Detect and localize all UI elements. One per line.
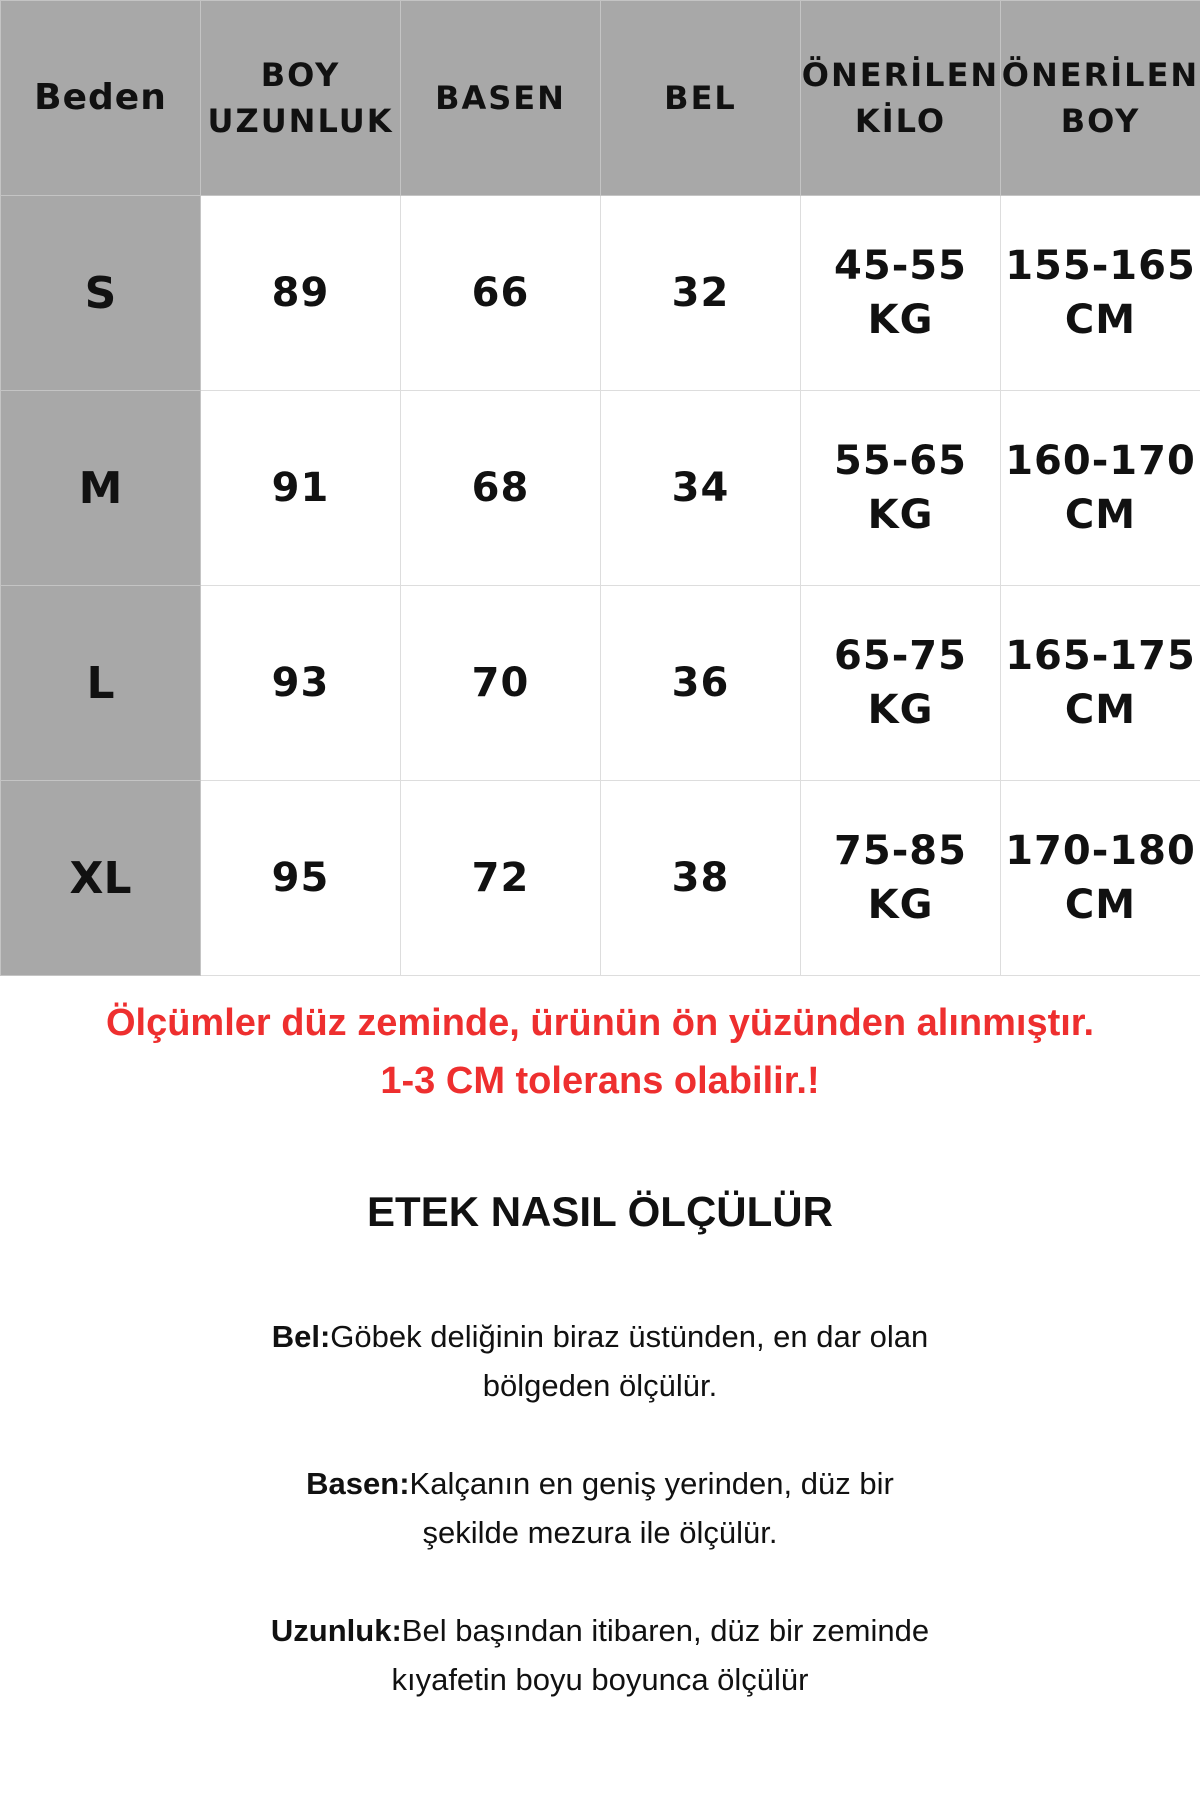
- boy-range: 155-165: [1005, 243, 1196, 289]
- how-to-measure-title: ETEK NASIL ÖLÇÜLÜR: [367, 1188, 833, 1235]
- onerilen-kilo-value: [801, 586, 1001, 781]
- kilo-unit: KG: [867, 492, 934, 538]
- table-row: [1, 196, 1200, 391]
- header-basen: [401, 1, 601, 196]
- kilo-unit: KG: [867, 297, 934, 343]
- basen-separator: :: [399, 1466, 410, 1501]
- tolerance-notice: 1-3 CM tolerans olabilir.!: [380, 1060, 820, 1102]
- bel-term: Bel: [271, 1319, 320, 1354]
- boy-range: 160-170: [1005, 438, 1196, 484]
- onerilen-boy-value: [1001, 196, 1200, 391]
- bel-text-line1: Göbek deliğinin biraz üstünden, en dar olan: [330, 1319, 929, 1354]
- bel-value: 36: [601, 586, 801, 781]
- kilo-range: 45-55: [834, 243, 967, 289]
- kilo-unit: KG: [867, 882, 934, 928]
- uzunluk-text-line1: Bel başından itibaren, düz bir zeminde: [401, 1613, 930, 1648]
- basen-text-line2: şekilde mezura ile ölçülür.: [422, 1515, 778, 1550]
- basen-value: 68: [401, 391, 601, 586]
- table-row: [1, 391, 1200, 586]
- basen-description: [0, 1459, 1200, 1557]
- header-line: ÖNERİLEN: [801, 56, 1000, 94]
- header-line: BOY: [1060, 102, 1141, 140]
- kilo-range: 55-65: [834, 438, 967, 484]
- header-boy-uzunluk: [201, 1, 401, 196]
- onerilen-boy-value: [1001, 586, 1200, 781]
- uzunluk-text-line2: kıyafetin boyu boyunca ölçülür: [391, 1662, 809, 1697]
- boy-range: 165-175: [1005, 633, 1196, 679]
- header-line: UZUNLUK: [207, 102, 394, 140]
- kilo-range: 65-75: [834, 633, 967, 679]
- bel-value: 34: [601, 391, 801, 586]
- size-label: S: [1, 196, 201, 391]
- header-line: BEL: [664, 79, 737, 117]
- onerilen-kilo-value: [801, 196, 1001, 391]
- boy-unit: CM: [1064, 297, 1137, 343]
- uzunluk-line1: [0, 1606, 1200, 1655]
- measurement-notice-line1: Ölçümler düz zeminde, ürünün ön yüzünden alınmıştır.: [105, 1002, 1095, 1044]
- onerilen-boy-value: [1001, 391, 1200, 586]
- basen-term: Basen: [306, 1466, 400, 1501]
- onerilen-kilo-value: [801, 781, 1001, 976]
- size-label: M: [1, 391, 201, 586]
- bel-text-line2: bölgeden ölçülür.: [482, 1368, 718, 1403]
- basen-text-line1: Kalçanın en geniş yerinden, düz bir: [409, 1466, 894, 1501]
- bel-value: 38: [601, 781, 801, 976]
- uzunluk-separator: :: [391, 1613, 402, 1648]
- table-row: [1, 781, 1200, 976]
- bel-description: [0, 1312, 1200, 1410]
- header-line: BOY: [260, 56, 341, 94]
- onerilen-kilo-value: [801, 391, 1001, 586]
- header-line: KİLO: [854, 102, 947, 140]
- table-body: [1, 196, 1200, 976]
- kilo-range: 75-85: [834, 828, 967, 874]
- header-line: ÖNERİLEN: [1001, 56, 1200, 94]
- basen-line1: [0, 1459, 1200, 1508]
- header-bel: [601, 1, 801, 196]
- bel-value: 32: [601, 196, 801, 391]
- boy-uzunluk-value: 89: [201, 196, 401, 391]
- header-line: BASEN: [435, 79, 566, 117]
- header-row: [1, 1, 1200, 196]
- bel-line1: [0, 1312, 1200, 1361]
- basen-value: 72: [401, 781, 601, 976]
- header-onerilen-boy: [1001, 1, 1200, 196]
- header-beden: [1, 1, 201, 196]
- uzunluk-term: Uzunluk: [270, 1613, 392, 1648]
- boy-uzunluk-value: 91: [201, 391, 401, 586]
- table-row: [1, 586, 1200, 781]
- header-line: Beden: [34, 77, 167, 118]
- onerilen-boy-value: [1001, 781, 1200, 976]
- basen-value: 66: [401, 196, 601, 391]
- kilo-unit: KG: [867, 687, 934, 733]
- basen-value: 70: [401, 586, 601, 781]
- size-label: L: [1, 586, 201, 781]
- table-header: [1, 1, 1200, 196]
- boy-range: 170-180: [1005, 828, 1196, 874]
- boy-uzunluk-value: 93: [201, 586, 401, 781]
- boy-unit: CM: [1064, 882, 1137, 928]
- uzunluk-description: [0, 1606, 1200, 1704]
- header-onerilen-kilo: [801, 1, 1001, 196]
- boy-unit: CM: [1064, 492, 1137, 538]
- boy-unit: CM: [1064, 687, 1137, 733]
- bel-separator: :: [319, 1319, 331, 1354]
- boy-uzunluk-value: 95: [201, 781, 401, 976]
- size-label: XL: [1, 781, 201, 976]
